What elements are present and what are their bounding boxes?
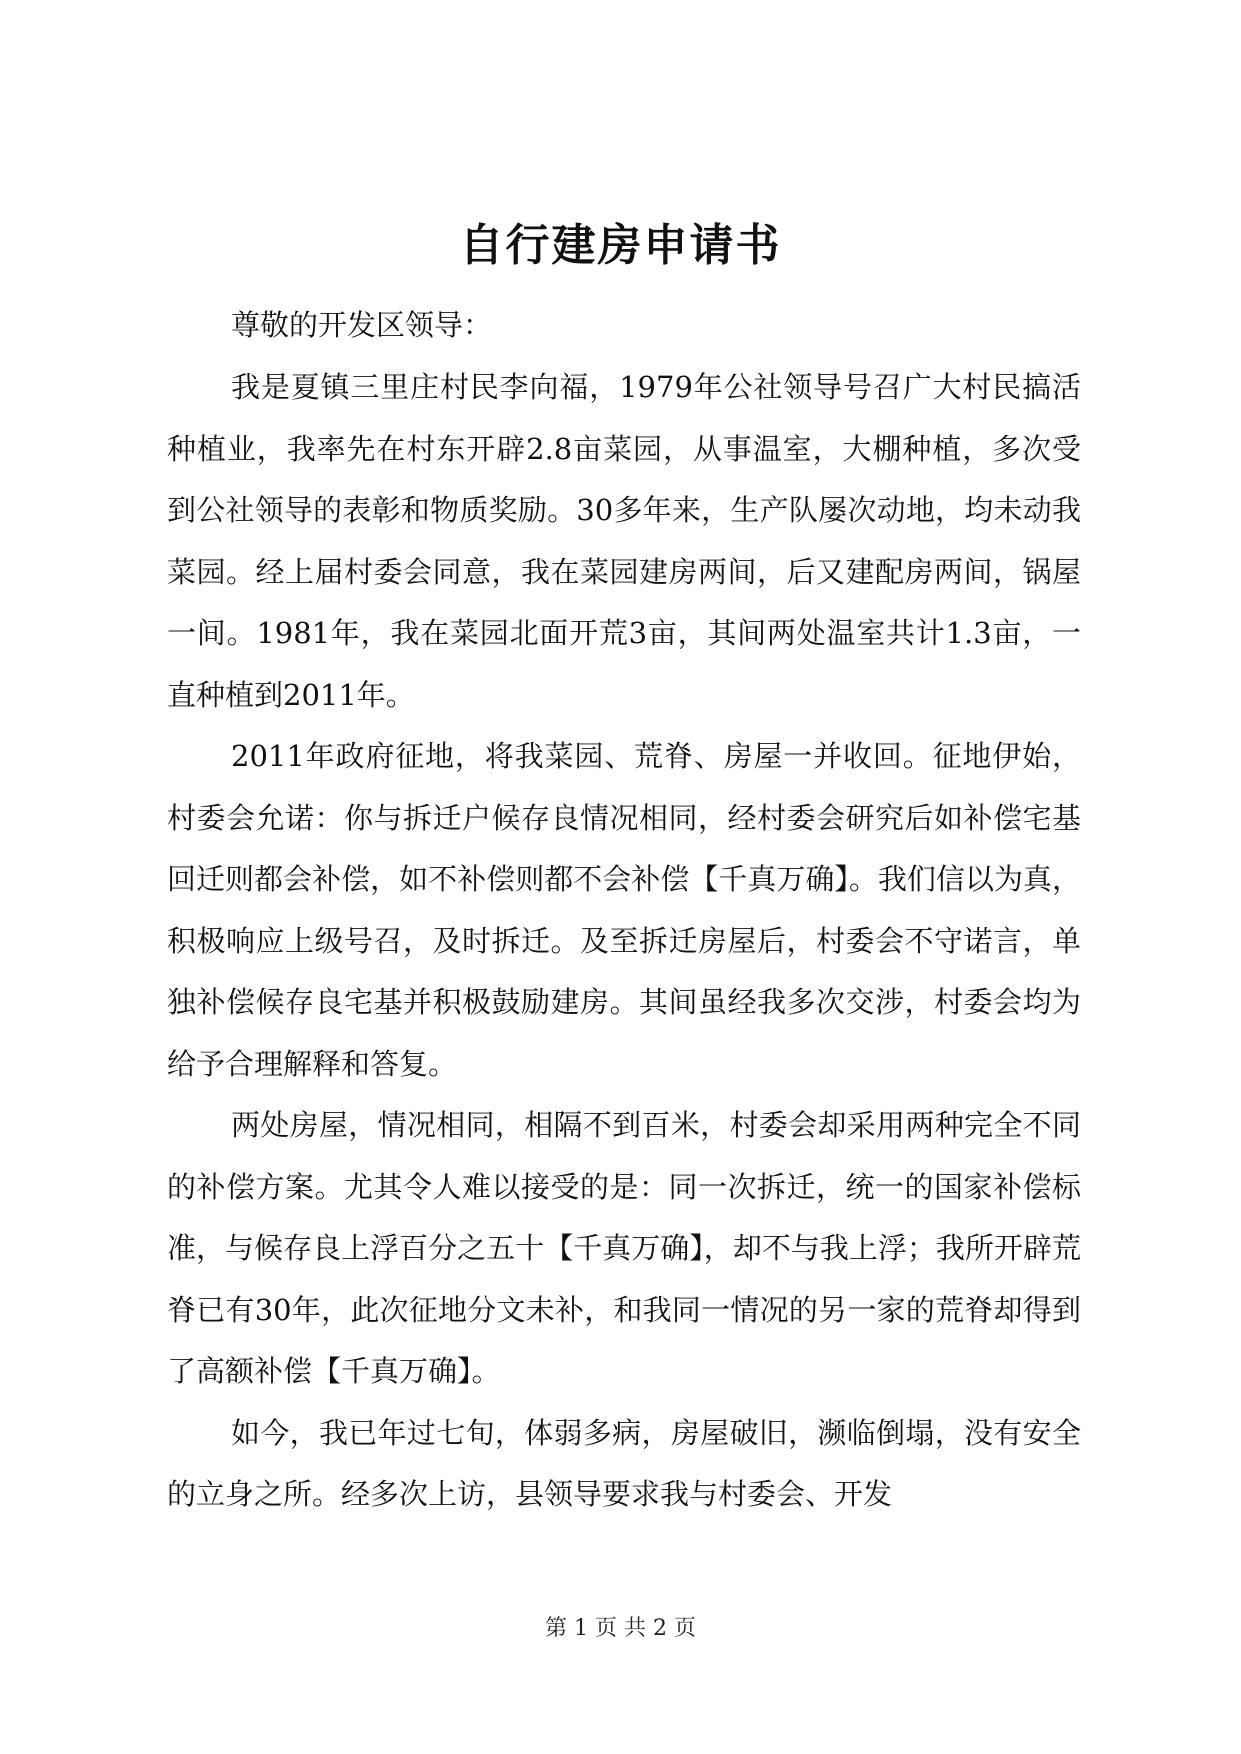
document-body — [167, 293, 1081, 1526]
paragraph-4: 如今，我已年过七旬，体弱多病，房屋破旧，濒临倒塌，没有安全的立身之所。经多次上访，县领导要求我与村委会、开发 — [167, 1415, 1081, 1511]
paragraph-1: 我是夏镇三里庄村民李向福，1979年公社领导号召广大村民搞活种植业，我率先在村东开辟2.8亩菜园，从事温室，大棚种植，多次受到公社领导的表彰和物质奖励。30多年来，生产队屡次动地，均未动我菜园。经上届村委会同意，我在菜园建房两间，后又建配房两间，锅屋一间。1981年，我在菜园北面开荒3亩，其间两处温室共计1.3亩，一直种植到2011年。 — [167, 370, 1081, 712]
document-title: 自行建房申请书 — [459, 220, 782, 271]
paragraph-3: 两处房屋，情况相同，相隔不到百米，村委会却采用两种完全不同的补偿方案。尤其令人难以接受的是：同一次拆迁，统一的国家补偿标准，与候存良上浮百分之五十【千真万确】，却不与我上浮；我所开辟荒脊已有30年，此次征地分文未补，和我同一情况的另一家的荒脊却得到了高额补偿【千真万确】。 — [167, 1108, 1081, 1388]
paragraph-2: 2011年政府征地，将我菜园、荒脊、房屋一并收回。征地伊始，村委会允诺：你与拆迁户候存良情况相同，经村委会研究后如补偿宅基回迁则都会补偿，如不补偿则都不会补偿【千真万确】。我们信以为真，积极响应上级号召，及时拆迁。及至拆迁房屋后，村委会不守诺言，单独补偿候存良宅基并积极鼓励建房。其间虽经我多次交涉，村委会均为给予合理解释和答复。 — [167, 739, 1081, 1081]
page-number: 第 1 页 共 2 页 — [545, 1616, 696, 1641]
salutation: 尊敬的开发区领导： — [231, 308, 493, 342]
